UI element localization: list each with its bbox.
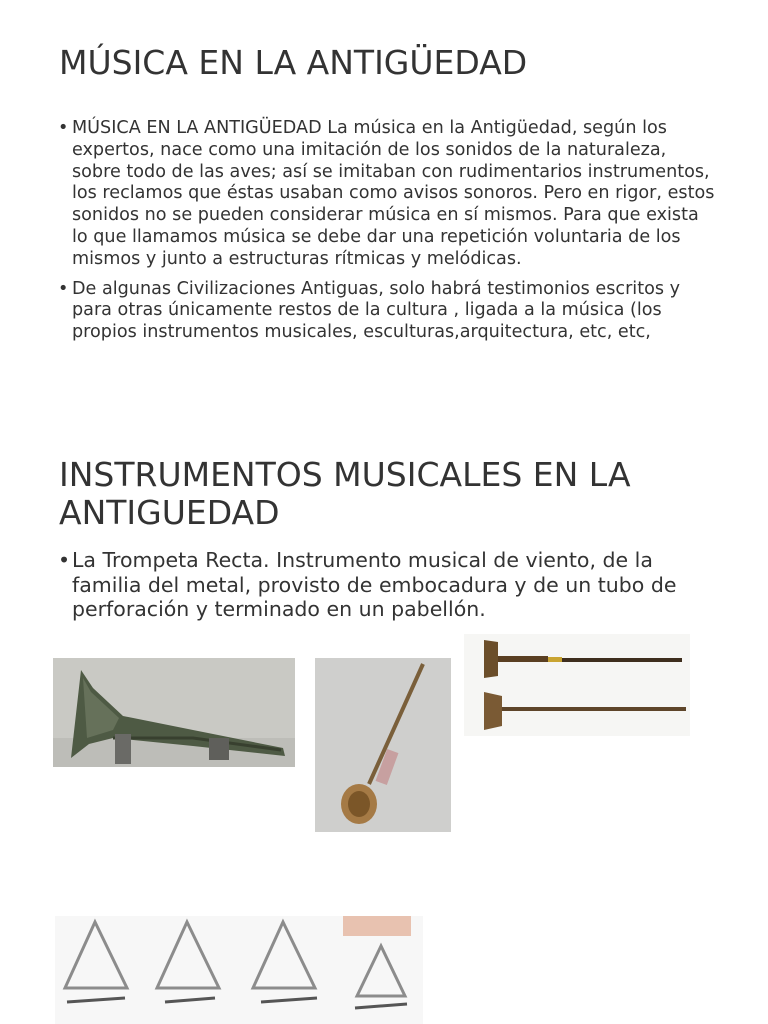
section-title-instrumentos: INSTRUMENTOS MUSICALES EN LA ANTIGUEDAD — [59, 455, 631, 532]
bullet-item: • De algunas Civilizaciones Antiguas, solo habrá testimonios escritos y para otras únicamente restos de la cultura , ligada a la música (los propios instrumentos musicales, esculturas,arquitectura, etc, etc, — [58, 279, 718, 344]
triangles-photo — [55, 916, 423, 1024]
bullet-list-intro — [58, 118, 718, 352]
straight-trumpet-photo — [315, 658, 451, 832]
bullet-item: • MÚSICA EN LA ANTIGÜEDAD La música en la Antigüedad, según los expertos, nace como una imitación de los sonidos de la naturaleza, sobre todo de las aves; así se imitaban con rudimentarios instrumentos, los reclamos que éstas usaban como avisos sonoros. Pero en rigor, estos sonidos no se pueden considerar música en sí mismos. Para que exista lo que llamamos música se debe dar una repetición voluntaria de los mismos y junto a estructuras rítmicas y melódicas. — [58, 118, 718, 271]
bronze-trumpet-photo — [53, 658, 295, 767]
section-title-musica: MÚSICA EN LA ANTIGÜEDAD — [59, 43, 528, 82]
two-trumpets-photo — [464, 634, 690, 736]
bullet-list-instruments — [58, 548, 718, 622]
bullet-item: • La Trompeta Recta. Instrumento musical de viento, de la familia del metal, provisto de embocadura y de un tubo de perforación y terminado en un pabellón. — [58, 548, 718, 622]
